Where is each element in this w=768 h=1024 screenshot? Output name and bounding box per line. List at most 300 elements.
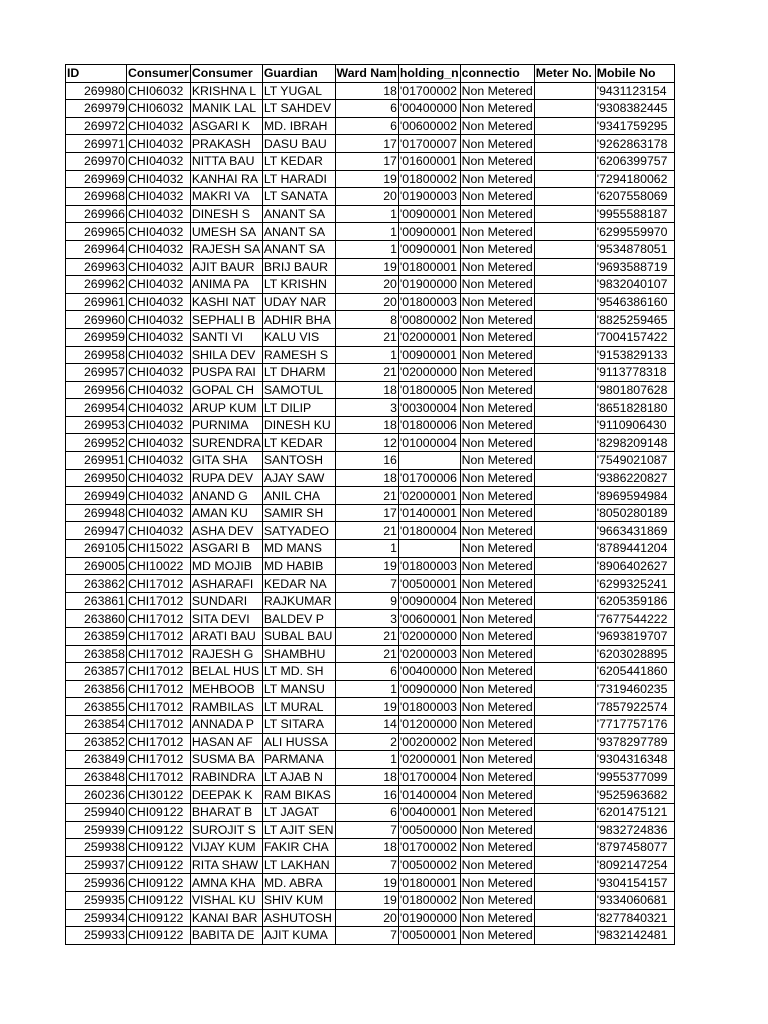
cell-connection[interactable]: Non Metered <box>461 541 533 556</box>
cell-guardian[interactable]: RAJKUMAR <box>262 592 335 610</box>
cell-mobile-no[interactable]: '9341759295 <box>595 117 674 135</box>
cell-consumer-no[interactable]: CHI17012 <box>127 628 191 646</box>
cell-holding[interactable]: '02000003 <box>398 645 460 663</box>
cell-consumer-name[interactable]: RAJESH SA <box>190 240 262 258</box>
cell-consumer-no[interactable]: CHI09122 <box>127 874 191 892</box>
cell-consumer-name[interactable]: SHILA DEV <box>190 346 262 364</box>
cell-consumer-no[interactable]: CHI04032 <box>127 328 191 346</box>
cell-meter-no[interactable] <box>534 874 595 892</box>
cell-connection[interactable]: Non Metered <box>461 136 533 151</box>
cell-consumer-name[interactable]: MEHBOOB <box>190 680 262 698</box>
cell-guardian[interactable]: MD HABIB <box>262 557 335 575</box>
cell-meter-no[interactable] <box>534 663 595 681</box>
cell-connection[interactable]: Non Metered <box>461 928 533 943</box>
cell-connection[interactable]: Non Metered <box>461 171 533 186</box>
cell-meter-no[interactable] <box>534 381 595 399</box>
cell-consumer-no[interactable]: CHI04032 <box>127 452 191 470</box>
cell-ward[interactable]: 19 <box>335 258 398 276</box>
cell-ward[interactable]: 18 <box>335 469 398 487</box>
cell-id[interactable]: 269948 <box>66 504 127 522</box>
cell-ward[interactable]: 17 <box>335 152 398 170</box>
cell-meter-no[interactable] <box>534 311 595 329</box>
header-holding[interactable]: holding_n <box>399 66 459 81</box>
cell-consumer-no[interactable]: CHI17012 <box>127 663 191 681</box>
cell-ward[interactable]: 6 <box>335 100 398 118</box>
cell-ward[interactable]: 7 <box>335 927 398 945</box>
cell-connection[interactable]: Non Metered <box>461 365 533 380</box>
cell-holding[interactable]: '00400000 <box>398 663 460 681</box>
cell-guardian[interactable]: BALDEV P <box>262 610 335 628</box>
cell-meter-no[interactable] <box>534 821 595 839</box>
cell-holding[interactable]: '00900001 <box>398 346 460 364</box>
cell-consumer-no[interactable]: CHI04032 <box>127 223 191 241</box>
cell-ward[interactable]: 3 <box>335 610 398 628</box>
cell-id[interactable]: 263856 <box>66 680 127 698</box>
cell-meter-no[interactable] <box>534 276 595 294</box>
cell-id[interactable]: 259936 <box>66 874 127 892</box>
cell-consumer-no[interactable]: CHI17012 <box>127 733 191 751</box>
cell-consumer-name[interactable]: KANHAI RA <box>190 170 262 188</box>
cell-mobile-no[interactable]: '9431123154 <box>595 82 674 100</box>
cell-id[interactable]: 269972 <box>66 117 127 135</box>
cell-mobile-no[interactable]: '9832040107 <box>595 276 674 294</box>
cell-connection[interactable]: Non Metered <box>461 629 533 644</box>
cell-ward[interactable]: 21 <box>335 522 398 540</box>
cell-ward[interactable]: 2 <box>335 733 398 751</box>
cell-ward[interactable]: 16 <box>335 786 398 804</box>
cell-guardian[interactable]: LT MANSU <box>262 680 335 698</box>
cell-mobile-no[interactable]: '9386220827 <box>595 469 674 487</box>
cell-mobile-no[interactable]: '9663431869 <box>595 522 674 540</box>
cell-consumer-name[interactable]: RUPA DEV <box>190 469 262 487</box>
cell-ward[interactable]: 1 <box>335 540 398 558</box>
cell-meter-no[interactable] <box>534 891 595 909</box>
cell-consumer-no[interactable]: CHI04032 <box>127 364 191 382</box>
cell-mobile-no[interactable]: '9693819707 <box>595 628 674 646</box>
cell-holding[interactable]: '00900000 <box>398 680 460 698</box>
cell-connection[interactable]: Non Metered <box>461 488 533 503</box>
cell-consumer-no[interactable]: CHI06032 <box>127 100 191 118</box>
cell-meter-no[interactable] <box>534 540 595 558</box>
cell-mobile-no[interactable]: '7004157422 <box>595 328 674 346</box>
cell-meter-no[interactable] <box>534 152 595 170</box>
cell-guardian[interactable]: LT YUGAL <box>262 82 335 100</box>
cell-holding[interactable]: '01800002 <box>398 170 460 188</box>
cell-connection[interactable]: Non Metered <box>461 506 533 521</box>
cell-meter-no[interactable] <box>534 328 595 346</box>
cell-id[interactable]: 259939 <box>66 821 127 839</box>
cell-consumer-name[interactable]: AJIT BAUR <box>190 258 262 276</box>
cell-guardian[interactable]: LT LAKHAN <box>262 856 335 874</box>
cell-holding[interactable]: '00800002 <box>398 311 460 329</box>
cell-meter-no[interactable] <box>534 240 595 258</box>
cell-holding[interactable]: '01700004 <box>398 768 460 786</box>
cell-consumer-no[interactable]: CHI04032 <box>127 504 191 522</box>
cell-holding[interactable] <box>398 540 460 558</box>
cell-ward[interactable]: 7 <box>335 821 398 839</box>
cell-connection[interactable]: Non Metered <box>461 576 533 591</box>
cell-holding[interactable]: '02000000 <box>398 628 460 646</box>
cell-mobile-no[interactable]: '7857922574 <box>595 698 674 716</box>
cell-consumer-name[interactable]: KANAI BAR <box>190 909 262 927</box>
cell-consumer-no[interactable]: CHI09122 <box>127 856 191 874</box>
cell-meter-no[interactable] <box>534 223 595 241</box>
cell-holding[interactable]: '01000004 <box>398 434 460 452</box>
cell-guardian[interactable]: ADHIR BHA <box>262 311 335 329</box>
cell-connection[interactable]: Non Metered <box>461 682 533 697</box>
cell-consumer-name[interactable]: PRAKASH <box>190 135 262 153</box>
cell-meter-no[interactable] <box>534 117 595 135</box>
cell-consumer-name[interactable]: NITTA BAU <box>190 152 262 170</box>
cell-consumer-name[interactable]: VISHAL KU <box>190 891 262 909</box>
cell-id[interactable]: 269963 <box>66 258 127 276</box>
cell-holding[interactable]: '00500002 <box>398 856 460 874</box>
cell-mobile-no[interactable]: '7319460235 <box>595 680 674 698</box>
cell-consumer-name[interactable]: BHARAT B <box>190 803 262 821</box>
header-consumer-name[interactable]: Consumer <box>190 65 262 83</box>
cell-meter-no[interactable] <box>534 803 595 821</box>
cell-meter-no[interactable] <box>534 645 595 663</box>
cell-consumer-name[interactable]: SUSMA BA <box>190 751 262 769</box>
cell-ward[interactable]: 17 <box>335 504 398 522</box>
cell-guardian[interactable]: LT SANATA <box>262 188 335 206</box>
cell-ward[interactable]: 19 <box>335 698 398 716</box>
cell-consumer-no[interactable]: CHI17012 <box>127 715 191 733</box>
cell-mobile-no[interactable]: '9378297789 <box>595 733 674 751</box>
cell-mobile-no[interactable]: '6205441860 <box>595 663 674 681</box>
cell-id[interactable]: 259940 <box>66 803 127 821</box>
cell-guardian[interactable]: ANIL CHA <box>262 487 335 505</box>
cell-meter-no[interactable] <box>534 839 595 857</box>
cell-mobile-no[interactable]: '8050280189 <box>595 504 674 522</box>
cell-id[interactable]: 269956 <box>66 381 127 399</box>
cell-consumer-name[interactable]: GITA SHA <box>190 452 262 470</box>
cell-mobile-no[interactable]: '6207558069 <box>595 188 674 206</box>
cell-ward[interactable]: 7 <box>335 856 398 874</box>
cell-consumer-no[interactable]: CHI10022 <box>127 557 191 575</box>
cell-connection[interactable]: Non Metered <box>461 770 533 785</box>
header-consumer-no[interactable]: Consumer <box>128 66 189 81</box>
cell-consumer-name[interactable]: RITA SHAW <box>190 856 262 874</box>
cell-ward[interactable]: 20 <box>335 276 398 294</box>
cell-holding[interactable]: '01800004 <box>398 522 460 540</box>
cell-consumer-name[interactable]: GOPAL CH <box>190 381 262 399</box>
cell-mobile-no[interactable]: '9110906430 <box>595 416 674 434</box>
cell-holding[interactable] <box>398 452 460 470</box>
cell-holding[interactable]: '01800001 <box>398 874 460 892</box>
cell-connection[interactable]: Non Metered <box>461 875 533 890</box>
cell-consumer-name[interactable]: SUROJIT S <box>190 821 262 839</box>
cell-guardian[interactable]: MD. ABRA <box>262 874 335 892</box>
cell-connection[interactable]: Non Metered <box>461 787 533 802</box>
cell-mobile-no[interactable]: '6205359186 <box>595 592 674 610</box>
cell-consumer-name[interactable]: SANTI VI <box>190 328 262 346</box>
cell-id[interactable]: 269953 <box>66 416 127 434</box>
cell-consumer-no[interactable]: CHI09122 <box>127 839 191 857</box>
cell-mobile-no[interactable]: '8789441204 <box>595 540 674 558</box>
cell-id[interactable]: 269949 <box>66 487 127 505</box>
cell-consumer-no[interactable]: CHI04032 <box>127 434 191 452</box>
cell-id[interactable]: 269966 <box>66 205 127 223</box>
cell-consumer-name[interactable]: SITA DEVI <box>190 610 262 628</box>
cell-id[interactable]: 263854 <box>66 715 127 733</box>
cell-mobile-no[interactable]: '6299325241 <box>595 575 674 593</box>
cell-connection[interactable]: Non Metered <box>461 858 533 873</box>
cell-ward[interactable]: 20 <box>335 909 398 927</box>
cell-connection[interactable]: Non Metered <box>461 224 533 239</box>
cell-ward[interactable]: 19 <box>335 891 398 909</box>
cell-guardian[interactable]: RAMESH S <box>262 346 335 364</box>
cell-connection[interactable]: Non Metered <box>461 400 533 415</box>
cell-ward[interactable]: 6 <box>335 663 398 681</box>
cell-holding[interactable]: '00900001 <box>398 205 460 223</box>
cell-consumer-no[interactable]: CHI04032 <box>127 399 191 417</box>
cell-consumer-no[interactable]: CHI04032 <box>127 152 191 170</box>
cell-consumer-name[interactable]: HASAN AF <box>190 733 262 751</box>
cell-id[interactable]: 269105 <box>66 540 127 558</box>
header-id[interactable]: ID <box>66 65 127 83</box>
cell-id[interactable]: 269961 <box>66 293 127 311</box>
cell-consumer-name[interactable]: ARUP KUM <box>190 399 262 417</box>
cell-holding[interactable]: '00400001 <box>398 803 460 821</box>
cell-holding[interactable]: '01800003 <box>398 293 460 311</box>
cell-mobile-no[interactable]: '8092147254 <box>595 856 674 874</box>
cell-consumer-no[interactable]: CHI04032 <box>127 205 191 223</box>
header-connection[interactable]: connectio <box>460 65 534 83</box>
cell-connection[interactable]: Non Metered <box>461 259 533 274</box>
cell-ward[interactable]: 20 <box>335 293 398 311</box>
cell-consumer-no[interactable]: CHI04032 <box>127 258 191 276</box>
cell-id[interactable]: 269960 <box>66 311 127 329</box>
cell-mobile-no[interactable]: '9534878051 <box>595 240 674 258</box>
cell-ward[interactable]: 18 <box>335 82 398 100</box>
cell-holding[interactable]: '01700006 <box>398 469 460 487</box>
cell-id[interactable]: 263848 <box>66 768 127 786</box>
cell-mobile-no[interactable]: '6203028895 <box>595 645 674 663</box>
cell-holding[interactable]: '01700002 <box>398 839 460 857</box>
cell-consumer-no[interactable]: CHI09122 <box>127 909 191 927</box>
cell-connection[interactable]: Non Metered <box>461 470 533 485</box>
cell-ward[interactable]: 1 <box>335 346 398 364</box>
cell-guardian[interactable]: KALU VIS <box>262 328 335 346</box>
cell-consumer-name[interactable]: DINESH S <box>190 205 262 223</box>
cell-guardian[interactable]: LT HARADI <box>262 170 335 188</box>
cell-connection[interactable]: Non Metered <box>461 822 533 837</box>
cell-guardian[interactable]: SHAMBHU <box>262 645 335 663</box>
cell-connection[interactable]: Non Metered <box>461 435 533 450</box>
cell-guardian[interactable]: DASU BAU <box>262 135 335 153</box>
cell-consumer-no[interactable]: CHI30122 <box>127 786 191 804</box>
cell-meter-no[interactable] <box>534 293 595 311</box>
cell-meter-no[interactable] <box>534 768 595 786</box>
cell-consumer-name[interactable]: PURNIMA <box>190 416 262 434</box>
cell-consumer-name[interactable]: MANIK LAL <box>190 100 262 118</box>
cell-ward[interactable]: 19 <box>335 557 398 575</box>
cell-consumer-no[interactable]: CHI17012 <box>127 645 191 663</box>
cell-consumer-name[interactable]: SUNDARI <box>190 592 262 610</box>
cell-consumer-name[interactable]: UMESH SA <box>190 223 262 241</box>
cell-mobile-no[interactable]: '7294180062 <box>595 170 674 188</box>
cell-guardian[interactable]: SUBAL BAU <box>262 628 335 646</box>
cell-ward[interactable]: 20 <box>335 188 398 206</box>
cell-consumer-no[interactable]: CHI17012 <box>127 768 191 786</box>
cell-guardian[interactable]: LT KEDAR <box>262 434 335 452</box>
cell-meter-no[interactable] <box>534 909 595 927</box>
cell-ward[interactable]: 12 <box>335 434 398 452</box>
cell-consumer-no[interactable]: CHI04032 <box>127 416 191 434</box>
cell-guardian[interactable]: FAKIR CHA <box>262 839 335 857</box>
cell-meter-no[interactable] <box>534 522 595 540</box>
cell-id[interactable]: 269947 <box>66 522 127 540</box>
cell-connection[interactable]: Non Metered <box>461 154 533 169</box>
cell-consumer-no[interactable]: CHI04032 <box>127 240 191 258</box>
cell-mobile-no[interactable]: '9262863178 <box>595 135 674 153</box>
cell-guardian[interactable]: LT MURAL <box>262 698 335 716</box>
cell-meter-no[interactable] <box>534 610 595 628</box>
cell-mobile-no[interactable]: '9955377099 <box>595 768 674 786</box>
cell-guardian[interactable]: SHIV KUM <box>262 891 335 909</box>
cell-id[interactable]: 263862 <box>66 575 127 593</box>
cell-connection[interactable]: Non Metered <box>461 83 533 98</box>
cell-consumer-name[interactable]: PUSPA RAI <box>190 364 262 382</box>
cell-consumer-name[interactable]: ANAND G <box>190 487 262 505</box>
cell-guardian[interactable]: MD. IBRAH <box>262 117 335 135</box>
cell-meter-no[interactable] <box>534 135 595 153</box>
cell-id[interactable]: 269968 <box>66 188 127 206</box>
cell-mobile-no[interactable]: '9955588187 <box>595 205 674 223</box>
cell-consumer-no[interactable]: CHI15022 <box>127 540 191 558</box>
cell-connection[interactable]: Non Metered <box>461 207 533 222</box>
cell-id[interactable]: 269950 <box>66 469 127 487</box>
cell-holding[interactable]: '01800003 <box>398 557 460 575</box>
cell-id[interactable]: 269954 <box>66 399 127 417</box>
cell-holding[interactable]: '01800001 <box>398 258 460 276</box>
cell-ward[interactable]: 21 <box>335 487 398 505</box>
cell-holding[interactable]: '01800006 <box>398 416 460 434</box>
cell-guardian[interactable]: ALI HUSSA <box>262 733 335 751</box>
cell-guardian[interactable]: LT AJAB N <box>262 768 335 786</box>
cell-ward[interactable]: 6 <box>335 117 398 135</box>
cell-meter-no[interactable] <box>534 698 595 716</box>
cell-guardian[interactable]: BRIJ BAUR <box>262 258 335 276</box>
cell-ward[interactable]: 14 <box>335 715 398 733</box>
cell-consumer-no[interactable]: CHI04032 <box>127 188 191 206</box>
cell-ward[interactable]: 18 <box>335 768 398 786</box>
cell-meter-no[interactable] <box>534 258 595 276</box>
cell-guardian[interactable]: KEDAR NA <box>262 575 335 593</box>
cell-ward[interactable]: 16 <box>335 452 398 470</box>
cell-mobile-no[interactable]: '8277840321 <box>595 909 674 927</box>
cell-id[interactable]: 263860 <box>66 610 127 628</box>
cell-meter-no[interactable] <box>534 452 595 470</box>
cell-mobile-no[interactable]: '9304154157 <box>595 874 674 892</box>
cell-id[interactable]: 269979 <box>66 100 127 118</box>
cell-consumer-no[interactable]: CHI04032 <box>127 346 191 364</box>
cell-guardian[interactable]: LT DILIP <box>262 399 335 417</box>
cell-holding[interactable]: '01400001 <box>398 504 460 522</box>
cell-holding[interactable]: '01400004 <box>398 786 460 804</box>
cell-consumer-no[interactable]: CHI17012 <box>127 680 191 698</box>
cell-guardian[interactable]: LT MD. SH <box>262 663 335 681</box>
cell-mobile-no[interactable]: '8298209148 <box>595 434 674 452</box>
cell-meter-no[interactable] <box>534 100 595 118</box>
cell-consumer-no[interactable]: CHI04032 <box>127 276 191 294</box>
cell-meter-no[interactable] <box>534 751 595 769</box>
cell-ward[interactable]: 1 <box>335 223 398 241</box>
cell-id[interactable]: 263849 <box>66 751 127 769</box>
cell-connection[interactable]: Non Metered <box>461 752 533 767</box>
cell-mobile-no[interactable]: '6201475121 <box>595 803 674 821</box>
cell-consumer-name[interactable]: RABINDRA <box>190 768 262 786</box>
cell-guardian[interactable]: LT SITARA <box>262 715 335 733</box>
cell-guardian[interactable]: ANANT SA <box>262 205 335 223</box>
cell-id[interactable]: 269958 <box>66 346 127 364</box>
cell-guardian[interactable]: AJAY SAW <box>262 469 335 487</box>
cell-consumer-no[interactable]: CHI09122 <box>127 927 191 945</box>
cell-guardian[interactable]: SATYADEO <box>262 522 335 540</box>
cell-consumer-no[interactable]: CHI17012 <box>127 575 191 593</box>
cell-consumer-name[interactable]: BABITA DE <box>190 927 262 945</box>
cell-consumer-name[interactable]: SURENDRA <box>191 435 261 450</box>
cell-guardian[interactable]: AJIT KUMA <box>262 927 335 945</box>
cell-ward[interactable]: 18 <box>335 839 398 857</box>
cell-guardian[interactable]: ANANT SA <box>262 240 335 258</box>
cell-connection[interactable]: Non Metered <box>461 893 533 908</box>
header-guardian[interactable]: Guardian <box>262 65 335 83</box>
cell-connection[interactable]: Non Metered <box>461 840 533 855</box>
cell-mobile-no[interactable]: '8797458077 <box>595 839 674 857</box>
cell-meter-no[interactable] <box>534 399 595 417</box>
cell-meter-no[interactable] <box>534 715 595 733</box>
cell-meter-no[interactable] <box>534 856 595 874</box>
cell-consumer-no[interactable]: CHI04032 <box>127 469 191 487</box>
cell-connection[interactable]: Non Metered <box>461 699 533 714</box>
cell-mobile-no[interactable]: '9546386160 <box>595 293 674 311</box>
cell-mobile-no[interactable]: '8825259465 <box>595 311 674 329</box>
cell-connection[interactable]: Non Metered <box>461 664 533 679</box>
cell-guardian[interactable]: MD MANS <box>262 540 335 558</box>
cell-meter-no[interactable] <box>534 188 595 206</box>
cell-connection[interactable]: Non Metered <box>461 382 533 397</box>
cell-guardian[interactable]: ASHUTOSH <box>262 909 335 927</box>
cell-consumer-no[interactable]: CHI04032 <box>127 135 191 153</box>
cell-id[interactable]: 269959 <box>66 328 127 346</box>
cell-holding[interactable]: '01900003 <box>398 188 460 206</box>
cell-connection[interactable]: Non Metered <box>461 611 533 626</box>
cell-holding[interactable]: '00900004 <box>398 592 460 610</box>
cell-mobile-no[interactable]: '9801807628 <box>595 381 674 399</box>
cell-guardian[interactable]: DINESH KU <box>262 416 335 434</box>
cell-meter-no[interactable] <box>534 346 595 364</box>
cell-guardian[interactable]: SANTOSH <box>262 452 335 470</box>
cell-consumer-name[interactable]: SEPHALI B <box>190 311 262 329</box>
cell-holding[interactable]: '02000001 <box>398 487 460 505</box>
cell-guardian[interactable]: LT SAHDEV <box>262 100 335 118</box>
cell-connection[interactable]: Non Metered <box>461 523 533 538</box>
cell-consumer-name[interactable]: ASGARI B <box>190 540 262 558</box>
cell-holding[interactable]: '00500001 <box>398 575 460 593</box>
cell-holding[interactable]: '00600002 <box>398 117 460 135</box>
cell-connection[interactable]: Non Metered <box>461 312 533 327</box>
cell-holding[interactable]: '01700002 <box>398 82 460 100</box>
cell-guardian[interactable]: LT KRISHN <box>262 276 335 294</box>
cell-mobile-no[interactable]: '9525963682 <box>595 786 674 804</box>
cell-holding[interactable]: '00300004 <box>398 399 460 417</box>
cell-holding[interactable]: '01600001 <box>398 152 460 170</box>
cell-consumer-no[interactable]: CHI17012 <box>127 698 191 716</box>
cell-mobile-no[interactable]: '9113778318 <box>595 364 674 382</box>
cell-ward[interactable]: 1 <box>335 680 398 698</box>
